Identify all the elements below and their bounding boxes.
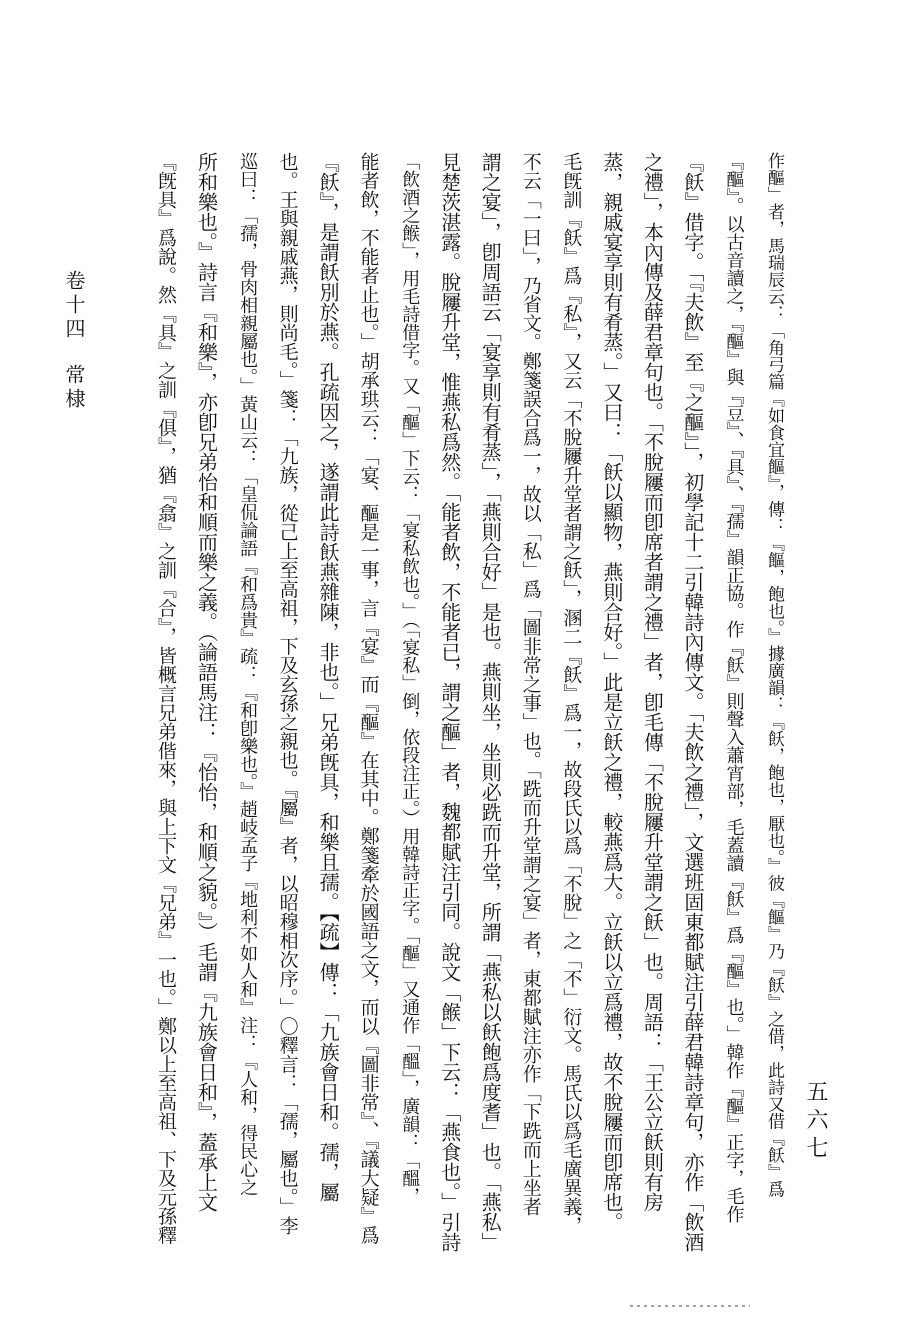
scan-artifact [630, 1305, 750, 1307]
text-column: 所和樂也。』詩言『和樂』，亦卽兄弟怡和順而樂之義。（論語馬注：『怡怡，和順之貌。』）毛謂『九族會日和』，蓋承上文 [194, 152, 219, 1212]
text-column: 不云「一曰」，乃省文。鄭箋誤合爲一，故以「私」爲「圖非常之事」也。「跣而升堂謂之宴」者，東都賦注亦作「下跣而上坐者 [519, 152, 542, 1216]
text-column: 謂之宴」，卽周語云「宴享則有肴蒸」，「燕則合好」是也。燕則坐，坐則必跣而升堂，所謂「燕私以飫飽爲度耆」也。「燕私」 [478, 152, 503, 1252]
text-column: 毛旣訓『飫』爲『私』，又云「不脫屨升堂者謂之飫」，溷二『飫』爲一，故段氏以爲「不脫」之「不」衍文。馬氏以爲毛廣異義， [560, 152, 583, 1235]
page-number: 五六七 [803, 1080, 828, 1164]
text-column: 蒸，親戚宴享則有肴蒸。」又曰：「飫以顯物，燕則合好。」此是立飫之禮，較燕爲大。立飫以立爲禮，故不脫屨而卽席也。 [599, 152, 624, 1232]
text-column: 『飫』，是謂飫別於燕。孔疏因之，遂謂此詩飫燕雜陳，非也。」兄弟旣具，和樂且孺。【疏】傳：「九族會日和。孺，屬 [316, 152, 341, 1202]
text-column: 能者飲，不能者止也。」胡承珙云：「宴、醧是一事，言『宴』而『醧』在其中。鄭箋牽於國語之文，而以『圖非常』、『議大疑』爲 [357, 152, 380, 1245]
text-column: 「飲酒之餱」，用毛詩借字。又「醧」下云：「宴私飲也。」（「宴私」倒，依段注正。）用韓詩正字。「醧」又通作「醞」，廣韻：「醞， [399, 152, 421, 1205]
text-column: 『醧』。以古音讀之，『醧』與『豆』、『具』、『孺』韻正協。作『飫』則聲入蕭宵部，毛蓋讀『飫』爲『醧』也。」韓作『醧』正字，毛作 [723, 152, 745, 1223]
chapter-label: 常棣 [62, 364, 86, 412]
text-column: 『飫』借字。「『夫飲』至『之醧』」，初學記十二引韓詩內傳文。「夫飲之禮」，文選班固東都賦注引薛君韓詩章句，亦作「飲酒 [680, 152, 705, 1252]
text-column: 之禮」，本內傳及薛君章句也。「不脫屨而卽席者謂之禮」者，卽毛傳「不脫屨升堂謂之飫」也。周語：「王公立飫則有房 [640, 152, 665, 1212]
volume-label: 卷十四 [62, 270, 86, 342]
text-column: 見楚茨湛露。脫屨升堂，惟燕私爲然。「能者飲，不能者已，謂之醧」者，魏都賦注引同。說文「餱」下云：「燕食也。」引詩 [437, 152, 462, 1252]
running-header [60, 270, 89, 412]
text-column: 作醧」者，馬瑞辰云：「角弓篇『如食宜饇』，傳：『饇，飽也。』據廣韻：『飫，飽也，厭也。』彼『饇』乃『飫』之借，此詩又借『飫』爲 [763, 152, 784, 1198]
text-body [150, 152, 790, 1252]
text-column: 『旣具』爲說。然『具』之訓『俱』，猶『翕』之訓『合』，皆概言兄弟偕來，與上下文『兄弟』一也。」鄭以上至高祖、下及元孫釋 [155, 152, 177, 1245]
text-column: 也。王與親戚燕，則尚毛。」箋：「九族，從己上至高祖，下及玄孫之親也。『屬』者，以昭穆相次序。」〇釋言：「孺，屬也。」李 [276, 152, 299, 1235]
text-column: 巡曰：「孺，骨肉相親屬也。」黃山云：「皇侃論語『和爲貴』疏：『和卽樂也。』趙岐孟子『地利不如人和』注：『人和，得民心之 [237, 152, 259, 1196]
